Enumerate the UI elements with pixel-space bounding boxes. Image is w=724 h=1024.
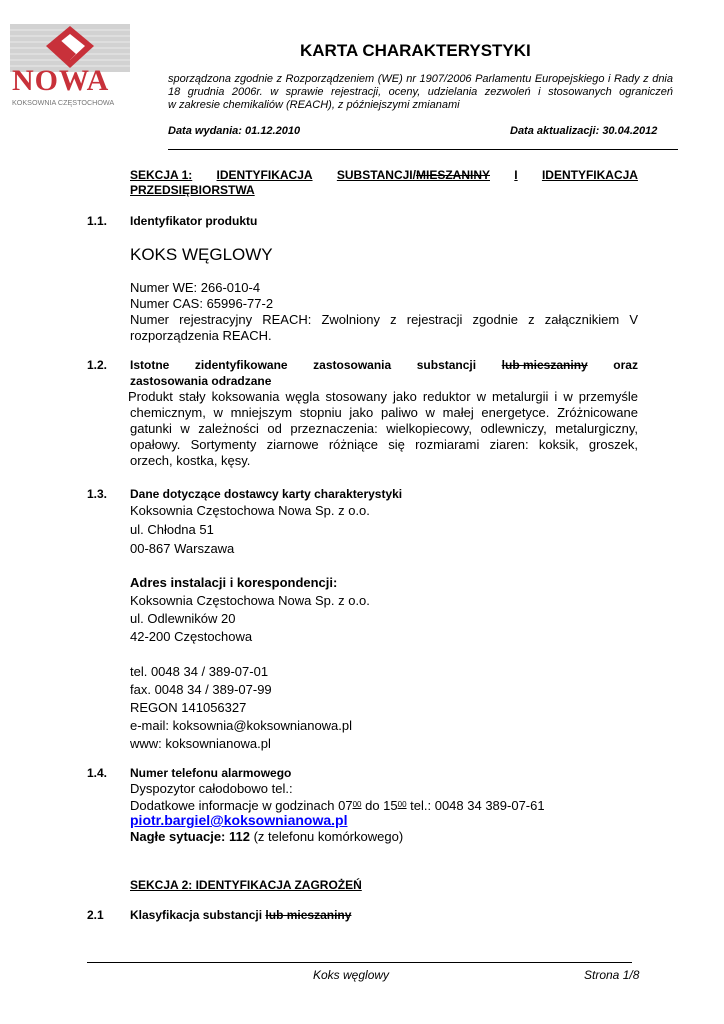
s12-heading: Istotne zidentyfikowane zastosowania substancji lub mieszaniny oraz bbox=[130, 358, 638, 372]
s13-number: 1.3. bbox=[87, 487, 108, 501]
section1-c: SUBSTANCJI/MIESZANINY bbox=[336, 168, 490, 182]
s12-text-1: Produkt stały koksowania węgla stosowany jako reduktor w metalurgii i w przemyśle bbox=[128, 389, 638, 404]
issue-date: Data wydania: 01.12.2010 bbox=[168, 125, 301, 137]
document-title: KARTA CHARAKTERYSTYKI bbox=[300, 41, 531, 60]
supplier-street: ul. Chłodna 51 bbox=[130, 522, 214, 537]
address-street: ul. Odlewników 20 bbox=[130, 611, 236, 626]
s12-heading-line2: zastosowania odradzane bbox=[130, 374, 272, 388]
contact-tel: tel. 0048 34 / 389-07-01 bbox=[130, 664, 269, 679]
subtitle-line-2: 18 grudnia 2006r. w sprawie rejestracji, oceny, udzielania zezwoleń i stosowanych ograniczeń bbox=[168, 86, 673, 98]
section1-d: I bbox=[514, 168, 518, 182]
section1-a: SEKCJA 1: bbox=[130, 168, 193, 182]
s11-number: 1.1. bbox=[87, 214, 108, 228]
emergency-line: Nagłe sytuacje: 112 (z telefonu komórkowego) bbox=[130, 829, 404, 844]
s14-number: 1.4. bbox=[87, 766, 108, 780]
supplier-city: 00-867 Warszawa bbox=[130, 541, 235, 556]
subtitle-line-3: w zakresie chemikaliów (REACH), z późniejszymi zmianami bbox=[168, 99, 460, 111]
s14-heading: Numer telefonu alarmowego bbox=[130, 766, 292, 780]
we-number: Numer WE: 266-010-4 bbox=[130, 280, 261, 295]
supplier-name: Koksownia Częstochowa Nowa Sp. z o.o. bbox=[130, 503, 370, 518]
header-divider bbox=[168, 149, 678, 150]
s12-number: 1.2. bbox=[87, 358, 108, 372]
cas-number: Numer CAS: 65996-77-2 bbox=[130, 296, 274, 311]
footer-page-number: Strona 1/8 bbox=[584, 968, 640, 982]
s13-heading: Dane dotyczące dostawcy karty charakterystyki bbox=[130, 487, 403, 501]
reach-line-2: rozporządzenia REACH. bbox=[130, 328, 272, 343]
contact-www[interactable]: www: koksownianowa.pl bbox=[130, 736, 271, 751]
address-city: 42-200 Częstochowa bbox=[130, 629, 253, 644]
address-name: Koksownia Częstochowa Nowa Sp. z o.o. bbox=[130, 593, 370, 608]
s12-text-2: chemicznym, w mniejszym stopniu jako paliwo w małej energetyce. Zróżnicowane bbox=[130, 405, 638, 420]
contact-email[interactable]: e-mail: koksownia@koksownianowa.pl bbox=[130, 718, 353, 733]
logo-subtitle: KOKSOWNIA CZĘSTOCHOWA bbox=[12, 98, 115, 107]
reach-line-1: Numer rejestracyjny REACH: Zwolniony z rejestracji zgodnie z załącznikiem V bbox=[130, 312, 638, 327]
s12-text-5: orzech, kostka, kęsy. bbox=[130, 453, 251, 468]
additional-info-line: Dodatkowe informacje w godzinach $07^{00}$ do $15^{00}$ tel.: 0048 34 389-07-61 bbox=[130, 798, 545, 813]
section2-heading: SEKCJA 2: IDENTYFIKACJA ZAGROŻEŃ bbox=[130, 878, 362, 892]
contact-email-link[interactable]: piotr.bargiel@koksownianowa.pl bbox=[130, 812, 348, 828]
section1-b: IDENTYFIKACJA bbox=[216, 168, 313, 182]
footer-divider bbox=[87, 962, 632, 963]
s21-heading: Klasyfikacja substancji lub mieszaniny bbox=[130, 908, 352, 922]
company-logo bbox=[10, 24, 130, 108]
s11-heading: Identyfikator produktu bbox=[130, 214, 258, 228]
s21-number: 2.1 bbox=[87, 908, 104, 922]
address-heading: Adres instalacji i korespondencji: bbox=[130, 575, 338, 590]
dispatcher-line: Dyspozytor całodobowo tel.: bbox=[130, 781, 293, 796]
s12-text-4: opałowy. Sortymenty ziarnowe różniące się rozmiarami ziaren: koksik, groszek, bbox=[130, 437, 638, 452]
section1-e: IDENTYFIKACJA bbox=[541, 168, 638, 182]
update-date: Data aktualizacji: 30.04.2012 bbox=[510, 125, 658, 137]
footer-product: Koks węglowy bbox=[313, 968, 390, 982]
contact-regon: REGON 141056327 bbox=[130, 700, 247, 715]
logo-brand: NOWA bbox=[12, 64, 110, 97]
product-name: KOKS WĘGLOWY bbox=[130, 245, 273, 264]
contact-fax: fax. 0048 34 / 389-07-99 bbox=[130, 682, 272, 697]
subtitle-line-1: sporządzona zgodnie z Rozporządzeniem (WE) nr 1907/2006 Parlamentu Europejskiego i Rady z dnia bbox=[168, 73, 673, 85]
s12-text-3: gatunki w zależności od przeznaczenia: wielkopiecowy, odlewniczy, metalurgiczny, bbox=[130, 421, 638, 436]
section1-heading-line2: PRZEDSIĘBIORSTWA bbox=[130, 183, 255, 197]
section1-heading bbox=[130, 167, 638, 183]
